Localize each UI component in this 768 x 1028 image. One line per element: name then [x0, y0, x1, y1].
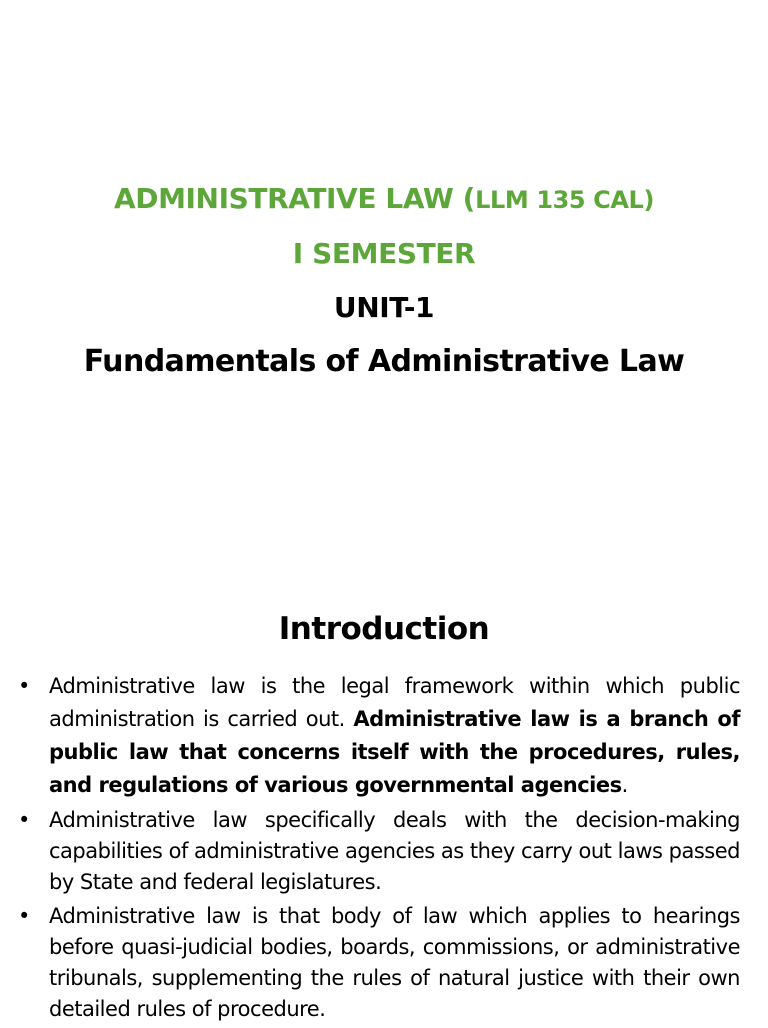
bullet-text: Administrative law is the legal framework within which public administration is carried out.	[49, 674, 740, 731]
semester-title: I SEMESTER	[292, 237, 476, 270]
bullet-tail: .	[621, 773, 628, 797]
bullet-text: Administrative law specifically deals with the decision-making capabilities of administrative agencies as they carry out laws passed by State and federal legislatures.	[49, 808, 740, 894]
course-title-main: ADMINISTRATIVE LAW (	[113, 182, 476, 215]
bullet-item	[18, 805, 740, 898]
bullet-list	[18, 670, 740, 1028]
section-heading: Introduction	[278, 611, 490, 647]
unit-title: UNIT-1	[333, 291, 435, 324]
bullet-bold-text: Administrative law is a branch of public law that concerns itself with the procedures, rules, and regulations of various governmental agencies	[49, 707, 740, 797]
bullet-item	[18, 670, 740, 802]
subject-title: Fundamentals of Administrative Law	[83, 344, 685, 379]
bullet-item	[18, 901, 740, 1025]
course-title	[0, 172, 768, 227]
bullet-text: Administrative law is that body of law which applies to hearings before quasi-judicial bodies, boards, commissions, or administrative tribunals, supplementing the rules of natural justice with their own detailed rules of procedure.	[49, 904, 740, 1021]
title-block	[0, 172, 768, 389]
course-code: LLM 135 CAL)	[475, 186, 655, 214]
